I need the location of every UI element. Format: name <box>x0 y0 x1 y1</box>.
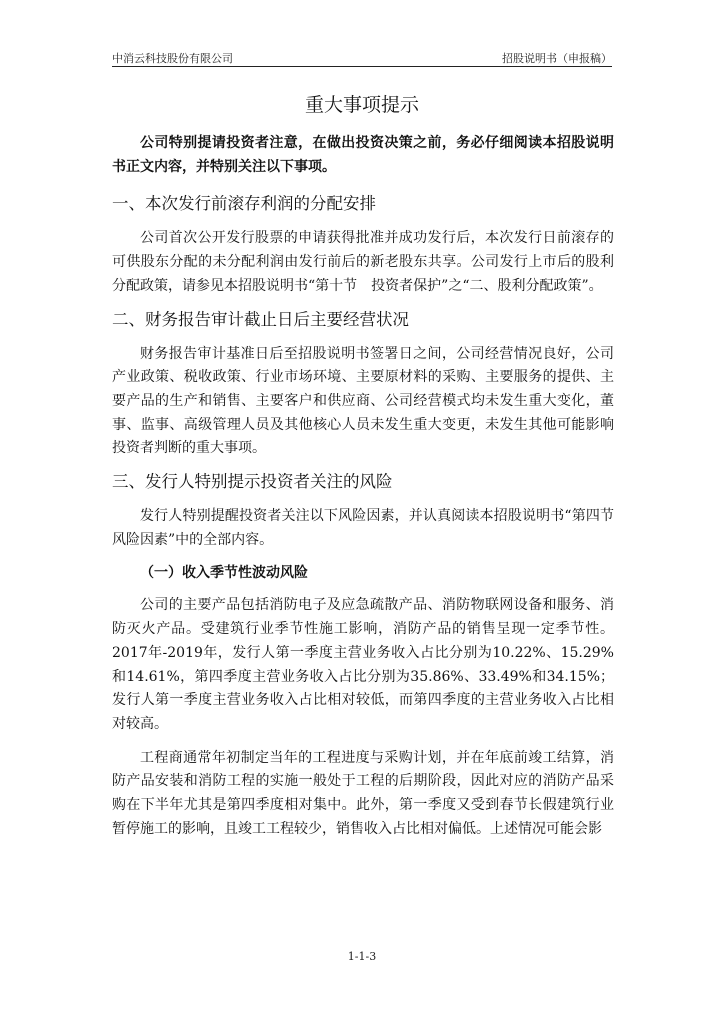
section-3-subheading: （一）收入季节性波动风险 <box>140 565 308 582</box>
intro-paragraph: 公司特别提请投资者注意，在做出投资决策之前，务必仔细阅读本招股说明书正文内容，并特别关注以下事项。 <box>112 135 614 175</box>
section-2-paragraph: 财务报告审计基准日后至招股说明书签署日之间，公司经营情况良好，公司产业政策、税收政策、行业市场环境、主要原材料的采购、主要服务的提供、主要产品的生产和销售、主要客户和供应商、公司经营模式均未发生重大变化，董事、监事、高级管理人员及其他核心人员未发生重大变更，未发生其他可能影响投资者判断的重大事项。 <box>112 345 614 457</box>
section-1-paragraph: 公司首次公开发行股票的申请获得批准并成功发行后，本次发行日前滚存的可供股东分配的未分配利润由发行前后的新老股东共享。公司发行上市后的股利分配政策，请参见本招股说明书“第十节 投资者保护”之“二、股利分配政策”。 <box>112 230 614 294</box>
section-1 <box>112 193 614 298</box>
document-body <box>112 132 628 851</box>
section-3-heading: 三、发行人特别提示投资者关注的风险 <box>112 472 393 492</box>
section-3-sub-paragraph-2: 工程商通常年初制定当年的工程进度与采购计划，并在年底前竣工结算，消防产品安装和消防工程的实施一般处于工程的后期阶段，因此对应的消防产品采购在下半年尤其是第四季度相对集中。此外，第一季度又受到春节长假建筑行业暂停施工的影响，且竣工工程较少，销售收入占比相对偏低。上述情况可能会影 <box>112 749 614 837</box>
section-3 <box>112 471 628 841</box>
section-3-sub-paragraph-1: 公司的主要产品包括消防电子及应急疏散产品、消防物联网设备和服务、消防灭火产品。受建筑行业季节性施工影响，消防产品的销售呈现一定季节性。2017年-2019年，发行人第一季度主营业务收入占比分别为10.22%、15.29%和14.61%，第四季度主营业务收入占比分别为35.86%、33.49%和34.15%；发行人第一季度主营业务收入占比相对较低，而第四季度的主营业务收入占比相对较高。 <box>112 597 614 732</box>
section-3-paragraph: 发行人特别提醒投资者关注以下风险因素，并认真阅读本招股说明书“第四节 风险因素”中的全部内容。 <box>112 508 628 548</box>
header-doc-type: 招股说明书（申报稿） <box>502 52 612 65</box>
section-2-heading: 二、财务报告审计截止日后主要经营状况 <box>112 309 409 329</box>
page-title: 重大事项提示 <box>304 94 419 116</box>
page-number: 1-1-3 <box>347 950 377 963</box>
section-2 <box>112 309 614 462</box>
header-divider <box>112 66 612 67</box>
section-1-heading: 一、本次发行前滚存利润的分配安排 <box>112 194 376 214</box>
header-company: 中消云科技股份有限公司 <box>112 52 233 65</box>
